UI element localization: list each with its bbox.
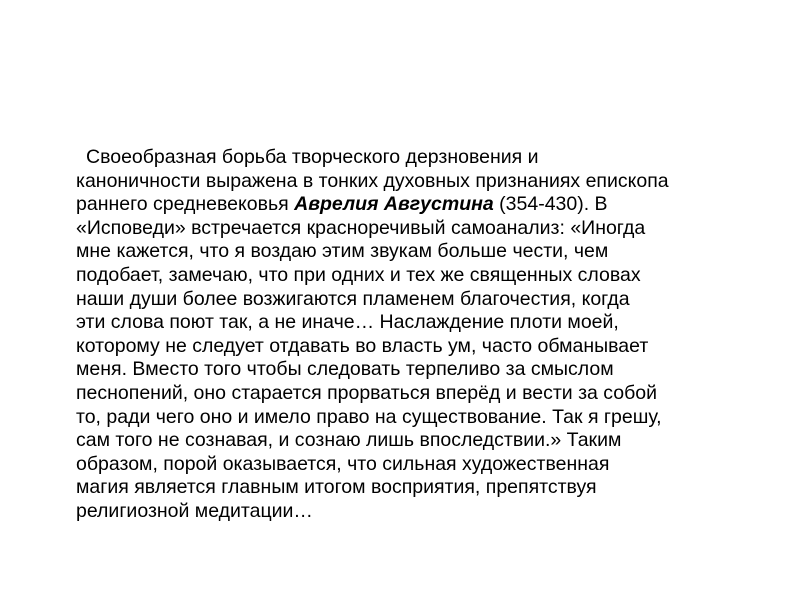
text-line-6: подобает, замечаю, что при одних и тех же священных словах [76, 263, 641, 286]
text-line-11: песнопений, оно старается прорваться вперёд и вести за собой [76, 381, 658, 404]
text-line-8: эти слова поют так, а не иначе… Наслаждение плоти моей, [76, 311, 619, 334]
text-line-7: наши души более возжигаются пламенем благочестия, когда [76, 287, 630, 310]
text-line-1: Своеобразная борьба творческого дерзновения и [86, 146, 539, 168]
body-paragraph [76, 146, 756, 524]
text-line-12: то, ради чего оно и имело право на существование. Так я грешу, [76, 405, 662, 428]
author-name: Аврелия Августина [294, 193, 494, 216]
text-line-4: «Исповеди» встречается красноречивый самоанализ: «Иногда [76, 216, 646, 239]
text-line-14: образом, порой оказывается, что сильная художественная [76, 452, 610, 475]
text-line-9: которому не следует отдавать во власть ум, часто обманывает [76, 334, 649, 357]
text-line-2: каноничности выражена в тонких духовных признаниях епископа [76, 169, 669, 192]
text-line-3-start: раннего средневековья [76, 193, 295, 216]
text-line-15: магия является главным итогом восприятия, препятствуя [76, 476, 597, 499]
text-line-16: религиозной медитации… [76, 499, 313, 522]
text-line-3-end: (354-430). В [493, 193, 608, 216]
text-line-13: сам того не сознавая, и сознаю лишь впоследствии.» Таким [76, 429, 622, 452]
text-line-3 [76, 193, 756, 217]
text-line-5: мне кажется, что я воздаю этим звукам больше чести, чем [76, 240, 609, 263]
text-line-10: меня. Вместо того чтобы следовать терпеливо за смыслом [76, 358, 614, 381]
